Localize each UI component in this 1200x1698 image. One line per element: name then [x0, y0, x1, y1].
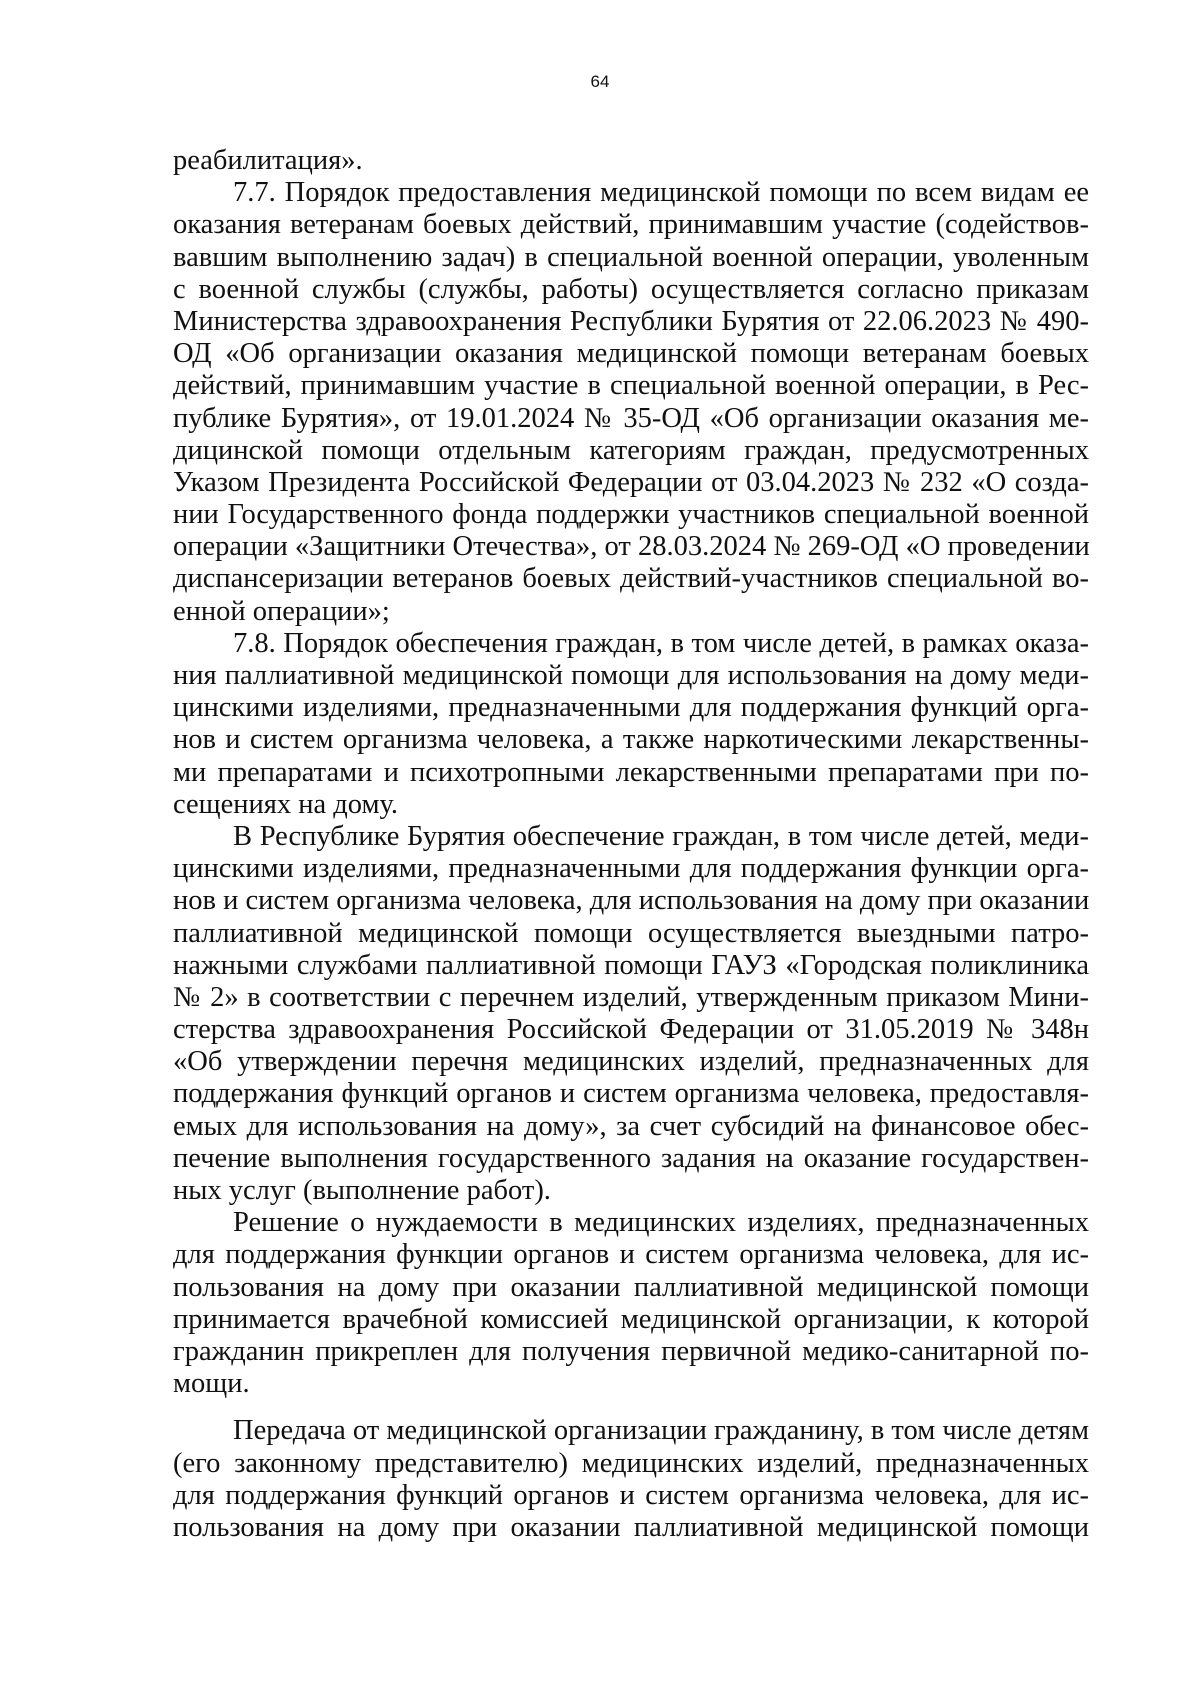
text-line: нов и систем организма человека, а также наркотическими лекарственны-: [173, 724, 1089, 756]
document-body: [173, 145, 1089, 1544]
paragraph-7-8: [173, 628, 1089, 821]
text-line: нажными службами паллиативной помощи ГАУЗ «Городская поликлиника: [173, 949, 1089, 981]
text-line: № 2» в соответствии с перечнем изделий, утвержденным приказом Мини-: [173, 981, 1089, 1013]
text-line: печение выполнения государственного задания на оказание государствен-: [173, 1142, 1089, 1174]
text-line: Передача от медицинской организации гражданину, в том числе детям: [233, 1415, 1089, 1447]
text-line: цинскими изделиями, предназначенными для поддержания функций орга-: [173, 692, 1089, 724]
paragraph-decision: [173, 1207, 1089, 1400]
text-line: ния паллиативной медицинской помощи для использования на дому меди-: [173, 660, 1089, 691]
text-line: оказания ветеранам боевых действий, принимавшим участие (содействов-: [173, 209, 1089, 241]
paragraph-transfer: [173, 1415, 1089, 1544]
text-line: диспансеризации ветеранов боевых действий-участников специальной во-: [173, 563, 1089, 595]
text-line: ОД «Об организации оказания медицинской помощи ветеранам боевых: [173, 338, 1089, 370]
text-line: нии Государственного фонда поддержки участников специальной военной: [173, 499, 1089, 531]
text-line: «Об утверждении перечня медицинских изделий, предназначенных для: [173, 1046, 1089, 1078]
text-line: для поддержания функции органов и систем организма человека, для ис-: [173, 1239, 1089, 1271]
text-line: енной операции»;: [173, 595, 390, 627]
text-line: цинскими изделиями, предназначенными для поддержания функции орга-: [173, 853, 1089, 885]
text-line: Решение о нуждаемости в медицинских изделиях, предназначенных: [233, 1207, 1089, 1239]
paragraph-7-7: [173, 177, 1089, 628]
text-line: с военной службы (службы, работы) осуществляется согласно приказам: [173, 273, 1089, 305]
text-line: принимается врачебной комиссией медицинской организации, к которой: [173, 1303, 1089, 1335]
text-line: операции «Защитники Отечества», от 28.03.2024 № 269-ОД «О проведении: [173, 531, 1090, 563]
text-line: Министерства здравоохранения Республики Бурятия от 22.06.2023 № 490-: [173, 305, 1089, 337]
text-line: 7.7. Порядок предоставления медицинской помощи по всем видам ее: [233, 177, 1089, 209]
text-line: действий, принимавшим участие в специальной военной операции, в Рес-: [173, 370, 1089, 402]
text-line: мощи.: [173, 1368, 250, 1400]
text-line: пользования на дому при оказании паллиативной медицинской помощи: [173, 1271, 1089, 1303]
text-line: В Республике Бурятия обеспечение граждан, в том числе детей, меди-: [233, 820, 1089, 852]
text-line: ных услуг (выполнение работ).: [173, 1175, 551, 1206]
text-line: (его законному представителю) медицинских изделий, предназначенных: [173, 1447, 1089, 1479]
paragraph-gap: [173, 1400, 1089, 1415]
text-line: стерства здравоохранения Российской Федерации от 31.05.2019 № 348н: [173, 1014, 1089, 1046]
text-line: дицинской помощи отдельным категориям граждан, предусмотренных: [173, 434, 1089, 466]
text-line: для поддержания функций органов и систем организма человека, для ис-: [173, 1479, 1089, 1511]
text-line: гражданин прикреплен для получения первичной медико-санитарной по-: [173, 1335, 1089, 1367]
text-line: ми препаратами и психотропными лекарственными препаратами при по-: [173, 756, 1089, 788]
text-line: сещениях на дому.: [173, 788, 399, 820]
text-line: реабилитация».: [173, 145, 363, 176]
text-line: нов и систем организма человека, для использования на дому при оказании: [173, 885, 1090, 917]
page-number: 64: [590, 72, 610, 91]
text-line: 7.8. Порядок обеспечения граждан, в том числе детей, в рамках оказа-: [233, 627, 1089, 659]
paragraph-buryatia-supply: [173, 821, 1089, 1207]
text-line: Указом Президента Российской Федерации от 03.04.2023 № 232 «О созда-: [173, 466, 1089, 498]
text-line: вавшим выполнению задач) в специальной военной операции, уволенным: [173, 241, 1089, 273]
text-line: публике Бурятия», от 19.01.2024 № 35-ОД «Об организации оказания ме-: [173, 402, 1089, 434]
text-line: пользования на дому при оказании паллиативной медицинской помощи: [173, 1511, 1089, 1543]
text-line: емых для использования на дому», за счет субсидий на финансовое обес-: [173, 1110, 1089, 1142]
text-line: паллиативной медицинской помощи осуществляется выездными патро-: [173, 917, 1089, 949]
text-line: поддержания функций органов и систем организма человека, предоставля-: [173, 1078, 1089, 1110]
